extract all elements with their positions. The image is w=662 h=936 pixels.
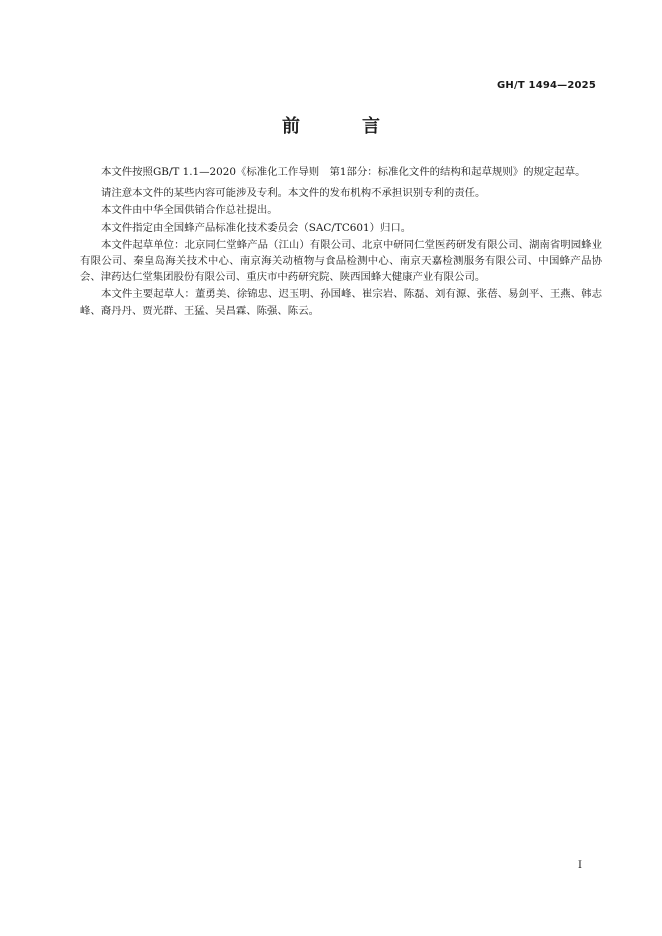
paragraph-drafting-rules: 本文件按照GB/T 1.1—2020《标准化工作导则 第1部分：标准化文件的结构和起草规则》的规定起草。 bbox=[101, 166, 586, 178]
paragraph-drafters: 本文件主要起草人：董勇美、徐锦忠、迟玉明、孙国峰、崔宗岩、陈磊、刘有源、张蓓、易剑平、王燕、韩志峰、裔丹丹、贾光群、王猛、吴昌霖、陈强、陈云。 bbox=[80, 288, 602, 317]
paragraph-patent-notice: 请注意本文件的某些内容可能涉及专利。本文件的发布机构不承担识别专利的责任。 bbox=[101, 187, 486, 200]
paragraph-proposer: 本文件由中华全国供销合作总社提出。 bbox=[101, 204, 278, 217]
standard-code: GH/T 1494—2025 bbox=[497, 80, 596, 91]
paragraph-committee: 本文件指定由全国蜂产品标准化技术委员会（SAC/TC601）归口。 bbox=[101, 221, 412, 234]
foreword-body bbox=[80, 164, 602, 320]
page-number: I bbox=[578, 860, 582, 871]
page-title: 前 言 bbox=[282, 116, 402, 137]
paragraph-drafting-organizations: 本文件起草单位：北京同仁堂蜂产品（江山）有限公司、北京中研同仁堂医药研发有限公司、湖南省明园蜂业有限公司、秦皇岛海关技术中心、南京海关动植物与食品检测中心、南京天嘉检测服务有限公司、中国蜂产品协会、津药达仁堂集团股份有限公司、重庆市中药研究院、陕西国蜂大健康产业有限公司。 bbox=[80, 238, 602, 284]
